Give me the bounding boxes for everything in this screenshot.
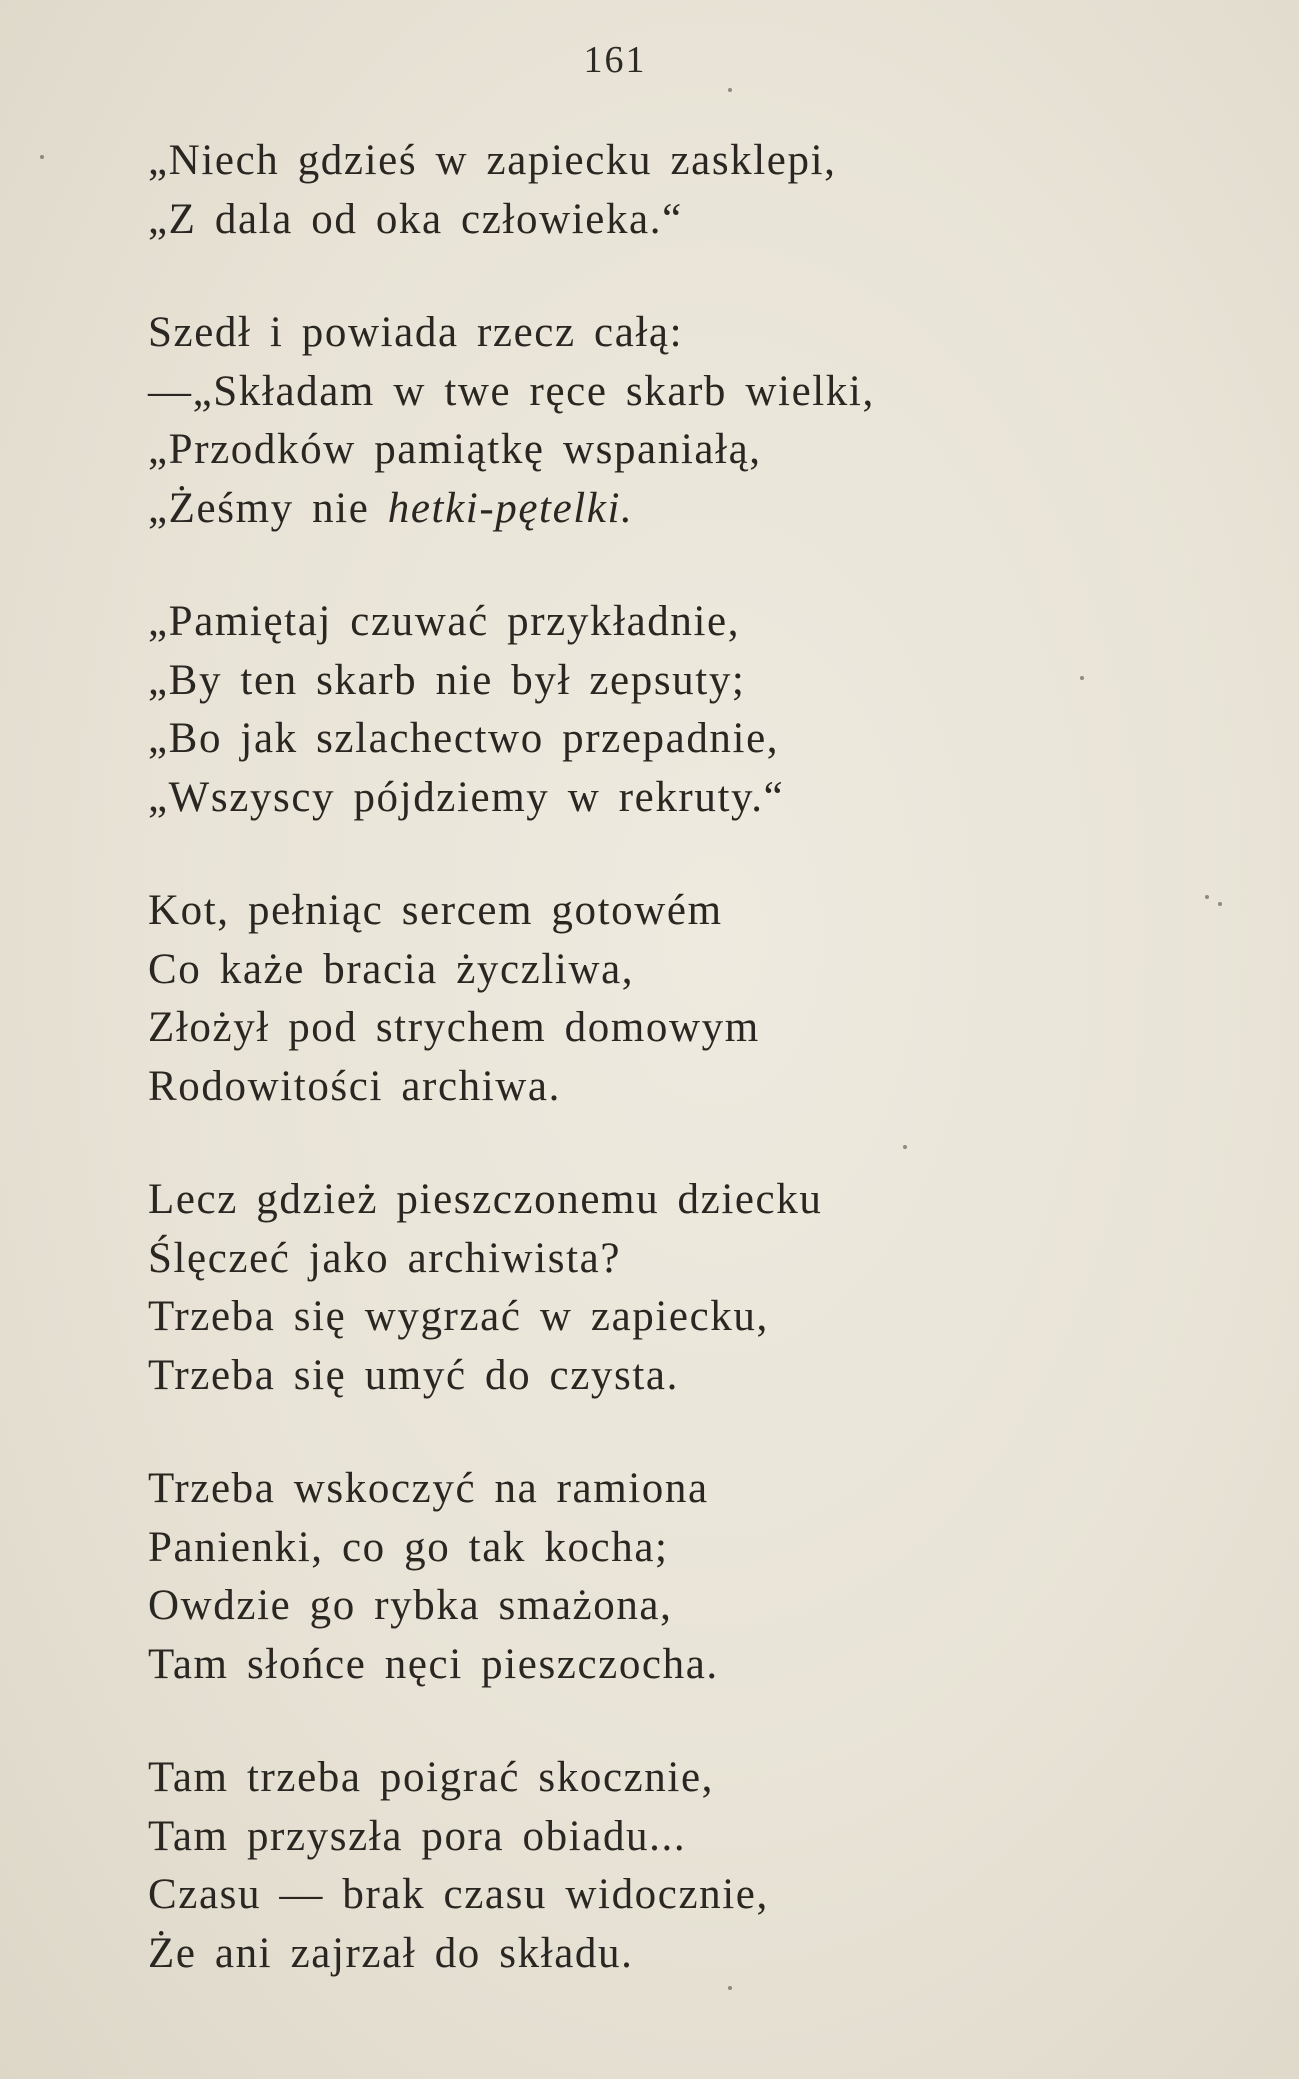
verse-line: Trzeba się wygrzać w zapiecku, bbox=[148, 1293, 769, 1340]
page-number: 161 bbox=[583, 39, 647, 81]
verse-line: Złożył pod strychem domowym bbox=[148, 1004, 760, 1051]
stanza-3 bbox=[148, 593, 1148, 827]
verse-line: Rodowitości archiwa. bbox=[148, 1062, 561, 1110]
paper-speck bbox=[728, 1986, 732, 1990]
paper-speck bbox=[1218, 902, 1222, 906]
poem-text bbox=[148, 132, 1148, 1983]
verse-line-text: „Żeśmy nie bbox=[148, 484, 388, 532]
verse-line: Tam przyszła pora obiadu... bbox=[148, 1812, 687, 1860]
verse-line: „By ten skarb nie był zepsuty; bbox=[148, 656, 746, 704]
verse-line: Co każe bracia życzliwa, bbox=[148, 945, 635, 993]
verse-line: Szedł i powiada rzecz całą: bbox=[148, 309, 684, 356]
paper-speck bbox=[1080, 676, 1084, 680]
verse-line: „Wszyscy pójdziemy w rekruty.“ bbox=[148, 773, 785, 821]
verse-line: —„Składam w twe ręce skarb wielki, bbox=[148, 367, 875, 415]
verse-line: Tam trzeba poigrać skocznie, bbox=[148, 1754, 714, 1801]
verse-line: Kot, pełniąc sercem gotowém bbox=[148, 887, 723, 934]
verse-line: „Pamiętaj czuwać przykładnie, bbox=[148, 598, 741, 645]
verse-line: Tam słońce nęci pieszczocha. bbox=[148, 1640, 719, 1688]
verse-line: „Bo jak szlachectwo przepadnie, bbox=[148, 715, 780, 762]
verse-line: Panienki, co go tak kocha; bbox=[148, 1523, 669, 1571]
verse-line: „Niech gdzieś w zapiecku zasklepi, bbox=[148, 137, 837, 184]
verse-line: Owdzie go rybka smażona, bbox=[148, 1582, 673, 1629]
verse-line: Ślęczeć jako archiwista? bbox=[148, 1234, 622, 1282]
stanza-4 bbox=[148, 882, 1148, 1116]
stanza-5 bbox=[148, 1171, 1148, 1405]
stanza-2 bbox=[148, 304, 1148, 538]
verse-line: Trzeba wskoczyć na ramiona bbox=[148, 1465, 709, 1512]
paper-speck bbox=[40, 155, 44, 159]
paper-speck bbox=[1205, 895, 1209, 899]
stanza-6 bbox=[148, 1460, 1148, 1694]
verse-line: Że ani zajrzał do składu. bbox=[148, 1929, 634, 1977]
verse-line: Lecz gdzież pieszczonemu dziecku bbox=[148, 1176, 823, 1223]
italic-phrase: hetki-pętelki. bbox=[387, 484, 634, 532]
verse-line: Trzeba się umyć do czysta. bbox=[148, 1351, 679, 1399]
stanza-1 bbox=[148, 132, 1148, 249]
verse-line bbox=[148, 480, 1148, 539]
paper-speck bbox=[728, 88, 732, 92]
verse-line: „Z dala od oka człowieka.“ bbox=[148, 195, 683, 243]
stanza-7 bbox=[148, 1749, 1148, 1983]
verse-line: Czasu — brak czasu widocznie, bbox=[148, 1871, 769, 1918]
paper-speck bbox=[903, 1145, 907, 1149]
verse-line: „Przodków pamiątkę wspaniałą, bbox=[148, 426, 762, 473]
